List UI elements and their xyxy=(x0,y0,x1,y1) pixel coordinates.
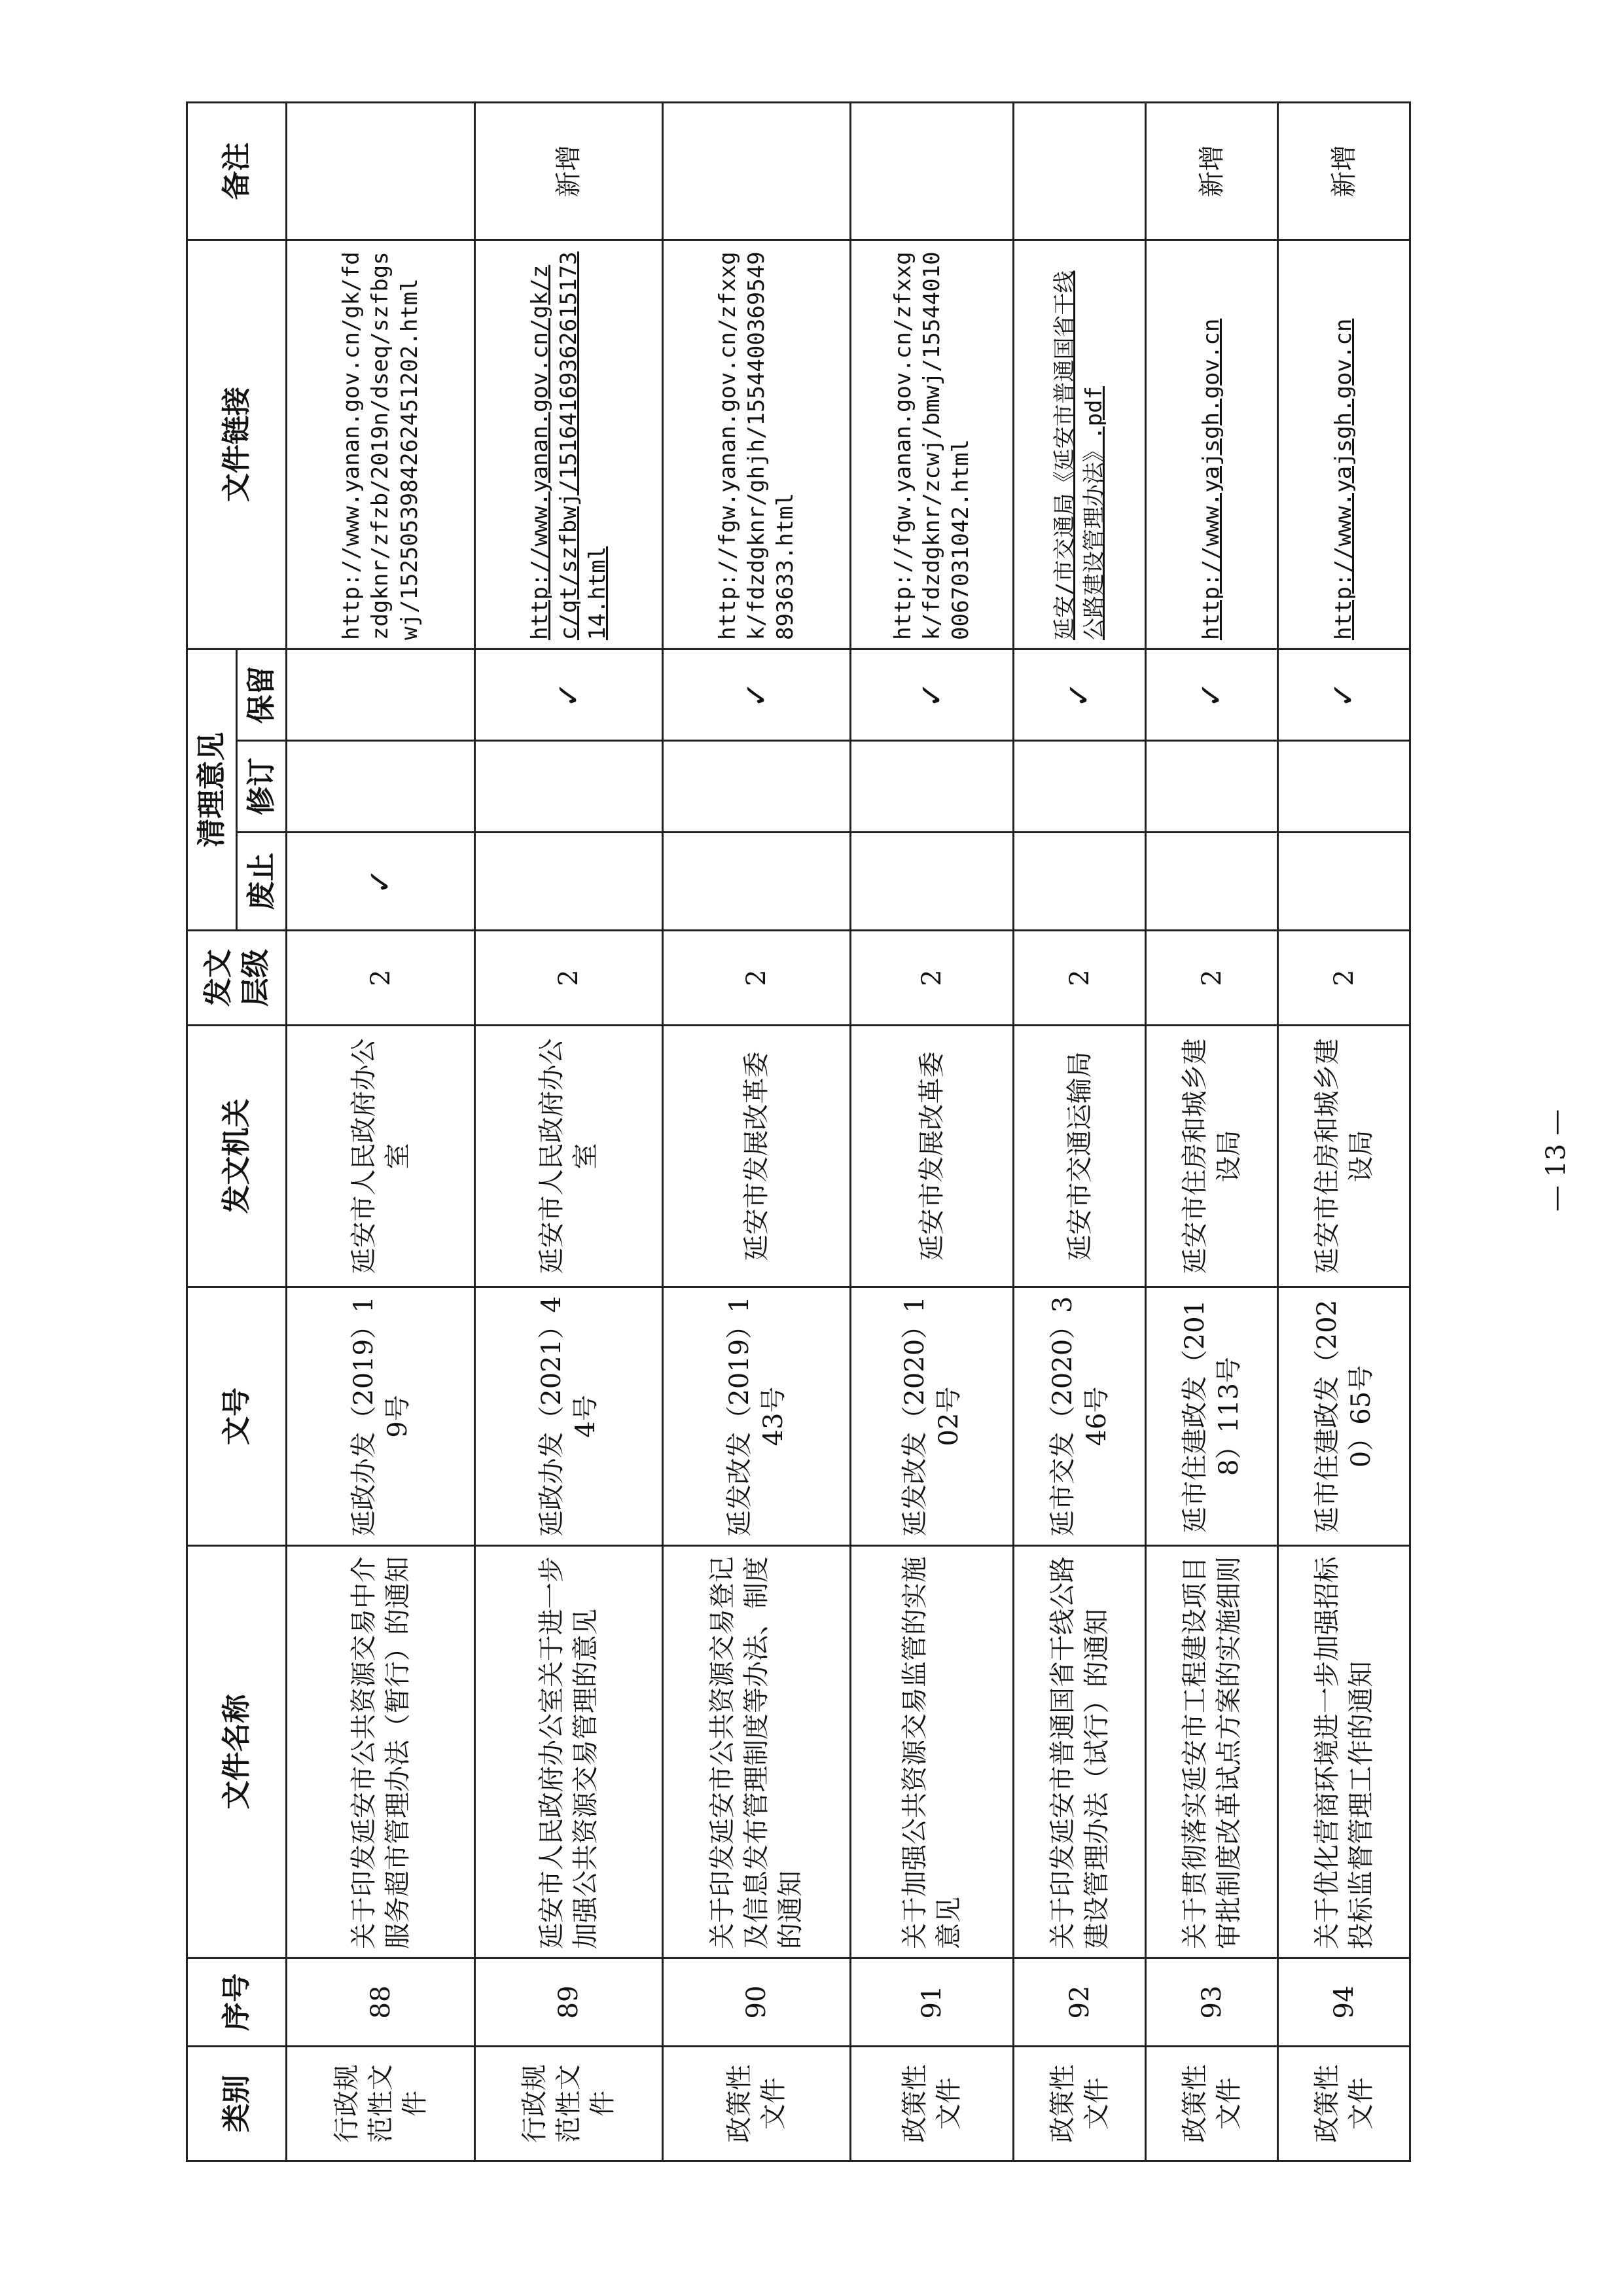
level-text: 2 xyxy=(365,969,396,986)
cell-abolish xyxy=(1014,833,1146,931)
docno-text: 延政办发（2021）44号 xyxy=(536,1296,601,1537)
cell-issuer xyxy=(474,1026,662,1287)
category-text: 政策性文件 xyxy=(1179,2064,1244,2143)
table-row xyxy=(1146,102,1278,2161)
cell-link[interactable] xyxy=(474,240,662,649)
cell-retain xyxy=(663,649,851,740)
header-opinion: 清理意见 xyxy=(187,649,237,930)
cell-remark xyxy=(1014,102,1146,240)
cell-retain xyxy=(1014,649,1146,740)
table-row xyxy=(1014,102,1146,2161)
cell-revise xyxy=(474,741,662,833)
cell-remark xyxy=(474,102,662,240)
category-text: 政策性文件 xyxy=(1311,2064,1376,2143)
cell-abolish xyxy=(1146,833,1278,931)
header-index: 序号 xyxy=(187,1958,287,2047)
issuer-text: 延安市人民政府办公室 xyxy=(348,1038,413,1274)
link-text[interactable]: http://www.yanan.gov.cn/gk/fdzdgknr/zfzb/2019n/dseq/szfbgswj/1525053984262451202.html xyxy=(338,251,423,640)
header-abolish: 废止 xyxy=(237,833,287,931)
retain-text: ✓ xyxy=(1061,681,1098,708)
link-text[interactable]: http://fgw.yanan.gov.cn/zfxxgk/fdzdgknr/zcwj/bmwj/155440100067031042.html xyxy=(889,251,974,640)
cell-link[interactable] xyxy=(1146,240,1278,649)
header-category: 类别 xyxy=(187,2047,287,2161)
table-row xyxy=(663,102,851,2161)
issuer-text: 延安市住房和城乡建设局 xyxy=(1179,1038,1244,1274)
cell-docno xyxy=(1014,1287,1146,1546)
cell-category xyxy=(474,2047,662,2161)
cell-title xyxy=(287,1546,474,1958)
header-revise: 修订 xyxy=(237,741,287,833)
cell-abolish xyxy=(287,833,474,931)
issuer-text: 延安市人民政府办公室 xyxy=(536,1038,601,1274)
header-link: 文件链接 xyxy=(187,240,287,649)
cell-link[interactable] xyxy=(1278,240,1410,649)
cell-title xyxy=(1278,1546,1410,1958)
title-text: 延安市人民政府办公室关于进一步加强公共资源交易管理的意见 xyxy=(536,1556,601,1949)
cell-level xyxy=(287,931,474,1026)
remark-text: 新增 xyxy=(1196,145,1227,198)
table-row xyxy=(474,102,662,2161)
link-text[interactable]: http://www.yanan.gov.cn/gk/zc/qt/szfbwj/1516416936261517314.html xyxy=(526,251,611,640)
index-text: 93 xyxy=(1196,1985,1227,2019)
cell-remark xyxy=(287,102,474,240)
cell-revise xyxy=(851,741,1014,833)
cell-retain xyxy=(287,649,474,740)
cell-index xyxy=(1014,1958,1146,2047)
title-text: 关于印发延安市普通国省干线公路建设管理办法（试行）的通知 xyxy=(1047,1556,1112,1949)
cell-level xyxy=(1278,931,1410,1026)
cell-abolish xyxy=(851,833,1014,931)
cell-docno xyxy=(1146,1287,1278,1546)
cell-abolish xyxy=(1278,833,1410,931)
docno-text: 延市住建政发（2018）113号 xyxy=(1179,1299,1244,1534)
cell-category xyxy=(663,2047,851,2161)
level-text: 2 xyxy=(1064,969,1095,986)
issuer-text: 延安市发展改革委 xyxy=(917,1051,948,1261)
index-text: 92 xyxy=(1064,1985,1095,2019)
cell-level xyxy=(1014,931,1146,1026)
header-remark: 备注 xyxy=(187,102,287,240)
retain-text: ✓ xyxy=(1325,681,1363,708)
header-docno: 文号 xyxy=(187,1287,287,1546)
cell-title xyxy=(474,1546,662,1958)
level-text: 2 xyxy=(1329,969,1359,986)
retain-text: ✓ xyxy=(550,681,587,708)
cell-title xyxy=(1014,1546,1146,1958)
cell-docno xyxy=(1278,1287,1410,1546)
link-text[interactable]: http://www.yajsgh.gov.cn xyxy=(1198,318,1225,640)
header-issuer: 发文机关 xyxy=(187,1026,287,1287)
docno-text: 延发改发（2019）143号 xyxy=(724,1296,789,1537)
link-text[interactable]: http://fgw.yanan.gov.cn/zfxxgk/fdzdgknr/ghjh/1554400369549893633.html xyxy=(714,251,799,640)
category-text: 行政规范性文件 xyxy=(331,2064,430,2143)
cell-retain xyxy=(1146,649,1278,740)
cell-remark xyxy=(851,102,1014,240)
cell-issuer xyxy=(851,1026,1014,1287)
cell-docno xyxy=(851,1287,1014,1546)
cell-retain xyxy=(474,649,662,740)
header-retain: 保留 xyxy=(237,649,287,740)
title-text: 关于优化营商环境进一步加强招标投标监督管理工作的通知 xyxy=(1311,1556,1376,1949)
level-text: 2 xyxy=(553,969,584,986)
docno-text: 延市住建政发（2020）65号 xyxy=(1311,1299,1376,1534)
category-text: 行政规范性文件 xyxy=(519,2064,618,2143)
cell-remark xyxy=(1278,102,1410,240)
cell-issuer xyxy=(1146,1026,1278,1287)
cell-index xyxy=(851,1958,1014,2047)
cell-revise xyxy=(1146,741,1278,833)
cell-index xyxy=(663,1958,851,2047)
cell-title xyxy=(851,1546,1014,1958)
issuer-text: 延安市交通运输局 xyxy=(1064,1051,1095,1261)
cell-retain xyxy=(1278,649,1410,740)
index-text: 91 xyxy=(917,1985,948,2019)
retain-text: ✓ xyxy=(1193,681,1230,708)
cell-remark xyxy=(1146,102,1278,240)
document-table xyxy=(186,101,1411,2162)
title-text: 关于印发延安市公共资源交易登记及信息发布管理制度等办法、制度的通知 xyxy=(707,1556,806,1949)
docno-text: 延政办发（2019）19号 xyxy=(348,1296,413,1537)
table-row xyxy=(1278,102,1410,2161)
issuer-text: 延安市住房和城乡建设局 xyxy=(1311,1038,1376,1274)
cell-retain xyxy=(851,649,1014,740)
index-text: 89 xyxy=(553,1985,584,2019)
abolish-text: ✓ xyxy=(362,868,399,895)
category-text: 政策性文件 xyxy=(1047,2064,1112,2143)
cell-link[interactable] xyxy=(287,240,474,649)
cell-link[interactable] xyxy=(851,240,1014,649)
title-text: 关于贯彻落实延安市工程建设项目审批制度改革试点方案的实施细则 xyxy=(1179,1556,1244,1949)
page-number-text: — 13 — xyxy=(1541,1109,1572,1212)
cell-abolish xyxy=(474,833,662,931)
index-text: 94 xyxy=(1329,1985,1359,2019)
table-body xyxy=(287,102,1410,2161)
cell-remark xyxy=(663,102,851,240)
cell-revise xyxy=(1014,741,1146,833)
cell-index xyxy=(1146,1958,1278,2047)
cell-index xyxy=(1278,1958,1410,2047)
rotated-table-container xyxy=(186,103,1411,2162)
issuer-text: 延安市发展改革委 xyxy=(741,1051,772,1261)
cell-revise xyxy=(663,741,851,833)
cell-abolish xyxy=(663,833,851,931)
level-text: 2 xyxy=(1196,969,1227,986)
cell-docno xyxy=(287,1287,474,1546)
cell-issuer xyxy=(287,1026,474,1287)
table-row xyxy=(851,102,1014,2161)
cell-category xyxy=(1146,2047,1278,2161)
retain-text: ✓ xyxy=(914,681,951,708)
cell-issuer xyxy=(1014,1026,1146,1287)
cell-revise xyxy=(287,741,474,833)
link-text[interactable]: http://www.yajsgh.gov.cn xyxy=(1330,318,1357,640)
link-text[interactable]: 延安/市交通局《延安市普通国省干线公路建设管理办法》.pdf xyxy=(1052,270,1107,640)
index-text: 88 xyxy=(365,1985,396,2019)
table-header-row xyxy=(187,102,237,2161)
table-row xyxy=(287,102,474,2161)
cell-category xyxy=(287,2047,474,2161)
category-text: 政策性文件 xyxy=(900,2064,965,2143)
remark-text: 新增 xyxy=(553,145,584,198)
cell-link[interactable] xyxy=(663,240,851,649)
level-text: 2 xyxy=(741,969,772,986)
remark-text: 新增 xyxy=(1329,145,1359,198)
cell-level xyxy=(474,931,662,1026)
cell-title xyxy=(663,1546,851,1958)
cell-issuer xyxy=(1278,1026,1410,1287)
index-text: 90 xyxy=(741,1985,772,2019)
header-title: 文件名称 xyxy=(187,1546,287,1958)
retain-text: ✓ xyxy=(738,681,775,708)
cell-revise xyxy=(1278,741,1410,833)
title-text: 关于加强公共资源交易监管的实施意见 xyxy=(900,1556,965,1949)
cell-docno xyxy=(474,1287,662,1546)
cell-level xyxy=(851,931,1014,1026)
cell-level xyxy=(663,931,851,1026)
cell-docno xyxy=(663,1287,851,1546)
cell-title xyxy=(1146,1546,1278,1958)
cell-category xyxy=(851,2047,1014,2161)
category-text: 政策性文件 xyxy=(724,2064,789,2143)
docno-text: 延市交发（2020）346号 xyxy=(1047,1296,1112,1537)
title-text: 关于印发延安市公共资源交易中介服务超市管理办法（暂行）的通知 xyxy=(348,1556,413,1949)
cell-link[interactable] xyxy=(1014,240,1146,649)
level-text: 2 xyxy=(917,969,948,986)
cell-index xyxy=(474,1958,662,2047)
cell-index xyxy=(287,1958,474,2047)
cell-issuer xyxy=(663,1026,851,1287)
page-number xyxy=(1531,1109,1572,1212)
docno-text: 延发改发（2020）102号 xyxy=(900,1296,965,1537)
cell-category xyxy=(1014,2047,1146,2161)
header-level: 发文层级 xyxy=(187,931,287,1026)
cell-level xyxy=(1146,931,1278,1026)
cell-category xyxy=(1278,2047,1410,2161)
